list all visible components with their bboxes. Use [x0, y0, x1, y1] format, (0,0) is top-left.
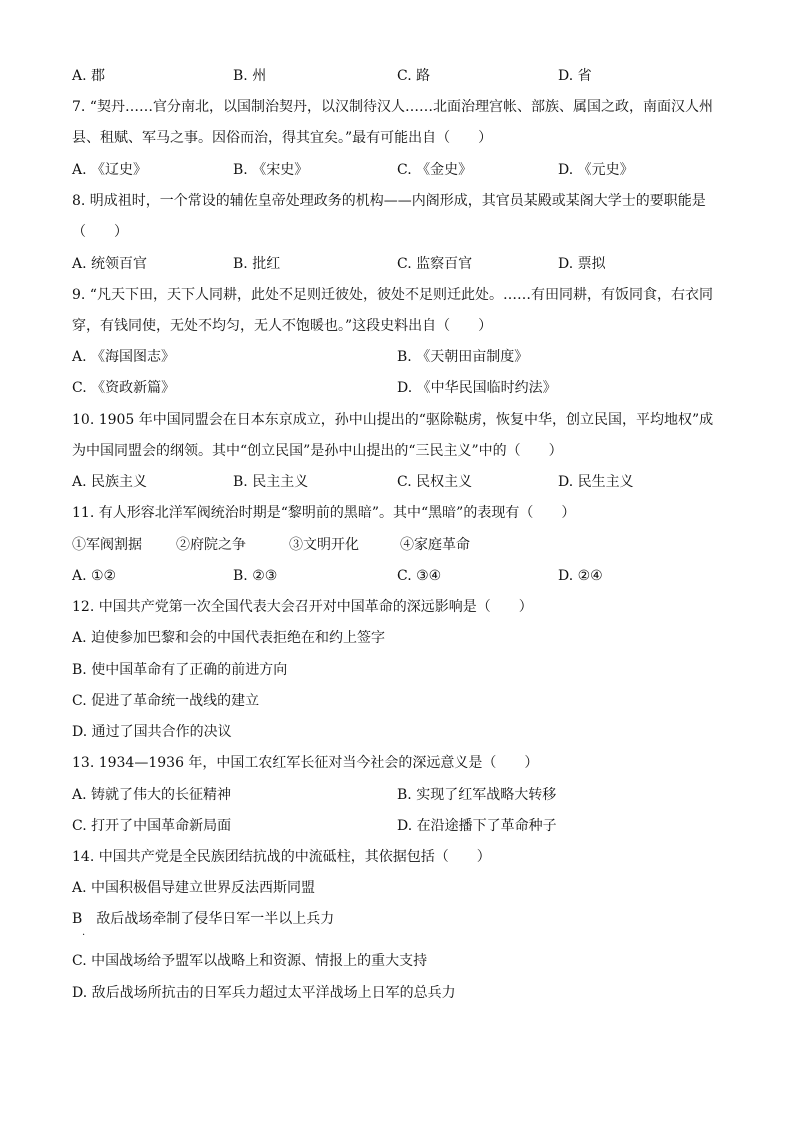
q10-option-c: C. 民权主义 [397, 474, 473, 490]
q7-stem-line2: 县、租赋、军马之事。因俗而治，得其宜矣。”最有可能出自（ ） [72, 130, 493, 146]
q14-option-c: C. 中国战场给予盟军以战略上和资源、情报上的重大支持 [72, 953, 428, 969]
q7-option-d: D. 《元史》 [558, 162, 634, 178]
q11-item-4: ④家庭革命 [400, 537, 470, 553]
q10-option-a: A. 民族主义 [72, 474, 148, 490]
q14-option-b: B 敌后战场牵制了侵华日军一半以上兵力 [72, 911, 335, 927]
q7-option-a: A. 《辽史》 [72, 162, 148, 178]
q11-option-b: B. ②③ [233, 568, 278, 584]
q11-option-d: D. ②④ [558, 568, 603, 584]
q10-stem-line1: 10. 1905 年中国同盟会在日本东京成立，孙中山提出的“驱除鞑虏，恢复中华，创立民国，平均地权”成 [72, 412, 714, 428]
q6-option-c: C. 路 [397, 68, 431, 84]
q11-stem: 11. 有人形容北洋军阀统治时期是“黎明前的黑暗”。其中“黑暗”的表现有（ ） [72, 505, 576, 521]
q9-option-a: A. 《海国图志》 [72, 349, 176, 365]
q13-stem: 13. 1934—1936 年，中国工农红军长征对当今社会的深远意义是（ ） [72, 755, 539, 771]
q14-option-a: A. 中国积极倡导建立世界反法西斯同盟 [72, 880, 316, 896]
q10-option-d: D. 民生主义 [558, 474, 634, 490]
q9-stem-line2: 穿，有钱同使，无处不均匀，无人不饱暖也。”这段史料出自（ ） [72, 318, 493, 334]
q8-option-d: D. 票拟 [558, 256, 606, 272]
q9-option-d: D. 《中华民国临时约法》 [397, 380, 557, 396]
q12-option-c: C. 促进了革命统一战线的建立 [72, 693, 260, 709]
q13-option-a: A. 铸就了伟大的长征精神 [72, 787, 232, 803]
q10-option-b: B. 民主主义 [233, 474, 309, 490]
q13-option-d: D. 在沿途播下了革命种子 [397, 818, 557, 834]
stray-dot-mark: . [82, 927, 86, 938]
q12-option-a: A. 迫使参加巴黎和会的中国代表拒绝在和约上签字 [72, 630, 386, 646]
q8-option-a: A. 统领百官 [72, 256, 148, 272]
q7-option-b: B. 《宋史》 [233, 162, 309, 178]
q14-option-d: D. 敌后战场所抗击的日军兵力超过太平洋战场上日军的总兵力 [72, 985, 456, 1001]
q11-option-a: A. ①② [72, 568, 117, 584]
q6-option-d: D. 省 [558, 68, 592, 84]
q12-stem: 12. 中国共产党第一次全国代表大会召开对中国革命的深远影响是（ ） [72, 599, 533, 615]
q9-option-c: C. 《资政新篇》 [72, 380, 176, 396]
q6-option-b: B. 州 [233, 68, 267, 84]
q9-stem-line1: 9. “凡天下田，天下人同耕，此处不足则迁彼处，彼处不足则迁此处。……有田同耕，有饭同食，右衣同 [72, 287, 713, 303]
q14-stem: 14. 中国共产党是全民族团结抗战的中流砥柱，其依据包括（ ） [72, 849, 491, 865]
q11-option-c: C. ③④ [397, 568, 442, 584]
q11-item-2: ②府院之争 [176, 537, 246, 553]
q7-stem-line1: 7. “契丹……官分南北，以国制治契丹，以汉制待汉人……北面治理宫帐、部族、属国之政，南面汉人州 [72, 99, 713, 115]
q12-option-b: B. 使中国革命有了正确的前进方向 [72, 662, 288, 678]
q13-option-c: C. 打开了中国革命新局面 [72, 818, 232, 834]
q8-stem-line2: （ ） [72, 224, 128, 240]
q7-option-c: C. 《金史》 [397, 162, 473, 178]
q8-option-b: B. 批红 [233, 256, 281, 272]
q8-option-c: C. 监察百官 [397, 256, 473, 272]
q8-stem-line1: 8. 明成祖时，一个常设的辅佐皇帝处理政务的机构——内阁形成，其官员某殿或某阁大学士的要职能是 [72, 193, 706, 209]
q9-option-b: B. 《天朝田亩制度》 [397, 349, 529, 365]
q11-item-3: ③文明开化 [289, 537, 359, 553]
q13-option-b: B. 实现了红军战略大转移 [397, 787, 557, 803]
q10-stem-line2: 为中国同盟会的纲领。其中“创立民国”是孙中山提出的“三民主义”中的（ ） [72, 443, 563, 459]
q6-option-a: A. 郡 [72, 68, 106, 84]
q11-item-1: ①军阀割据 [72, 537, 142, 553]
q12-option-d: D. 通过了国共合作的决议 [72, 724, 232, 740]
